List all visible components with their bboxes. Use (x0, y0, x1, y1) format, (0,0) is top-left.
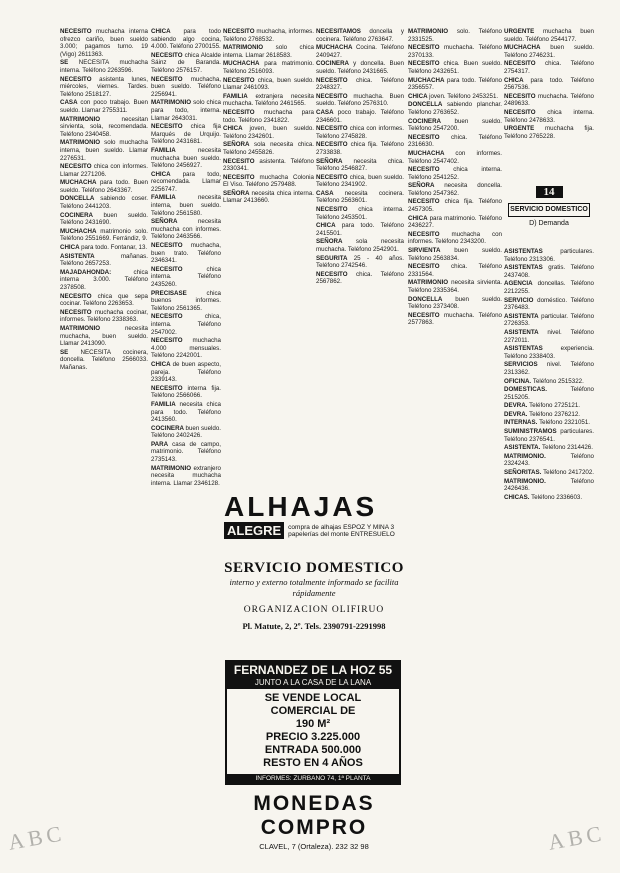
classified-ad: NECESITO chica. Teléfono 2248327. (316, 76, 404, 92)
classified-ad: OFICINA. Teléfono 2515322. (504, 377, 584, 385)
classified-ad: CHICA para todo. Fontanar, 13. (60, 244, 148, 252)
classified-ad: NECESITO muchacha cocinar, informes. Teléfono 2338363. (60, 308, 148, 324)
classified-ad: CHICA para todo. Teléfono 2415501. (316, 222, 404, 237)
classified-ad: CASA con poco trabajo. Buen sueldo. Llamar 2755311. (60, 99, 148, 114)
classified-ad: NECESITO muchacha, buen trato. Teléfono 2346341. (151, 242, 221, 265)
classified-ad: NECESITO chica. Teléfono 2331564. (408, 263, 502, 278)
classified-ad: MATRIMONIO necesita sirvienta. Teléfono 2335364. (408, 279, 502, 294)
classified-ad: URGENTE muchacha buen sueldo. Teléfono 2544177. (504, 28, 594, 43)
alhajas-note: compra de alhajas ESPOZ Y MINA 3 papelerías del monte ENTRESUELO (288, 523, 395, 538)
classified-ad: NECESITO chica fija Marqués de Urquijo. Teléfono 2431681. (151, 123, 221, 146)
classified-ad: FAMILIA necesita chica para todo. Teléfono 2413560. (151, 400, 221, 424)
classified-ad: ASISTENTA. Teléfono 2314426. (504, 444, 593, 452)
classified-ad: NECESITO muchacha para todo. Teléfono 2341822. (223, 108, 314, 124)
classified-ad: NECESITO muchacha interna ofrezco cariño, buen sueldo 3.000; pagamos turno. 19 (Vigo) 2611363. (60, 28, 148, 58)
classified-ad: COCINERA buen sueldo. Teléfono 2431690. (60, 211, 148, 227)
classified-ad: CASA necesita cocinera. Teléfono 2563601. (316, 189, 404, 205)
monedas-ad (222, 792, 406, 852)
classified-ad: SEÑORA necesita doncella. Teléfono 2547362. (408, 182, 502, 197)
classified-ad: CHICA joven, buen sueldo. Teléfono 2342601. (223, 125, 314, 140)
classified-ad: MATRIMONIO. Teléfono 2426436. (504, 477, 594, 493)
classified-ad: SUMINISTRAMOS particulares. Teléfono 2376541. (504, 428, 594, 443)
classified-column-5 (408, 28, 502, 863)
classified-ad: CHICA para todo. Teléfono 2567536. (504, 76, 594, 92)
classified-ad: MAJADAHONDA: chica interna 3.000. Teléfono 2378508. (60, 268, 148, 291)
alhajas-ad (224, 492, 404, 552)
classified-ad: MUCHACHA Cocina. Teléfono 2409427. (316, 44, 404, 59)
classified-ad: FAMILIA extranjera necesita muchacha. Teléfono 2461565. (223, 92, 314, 108)
classified-ad: MUCHACHA matrimonio solo. Teléfono 2551669. Ferrándiz, 9. (60, 227, 148, 243)
classified-ad: SEÑORITAS. Teléfono 2417202. (504, 469, 594, 477)
classified-ad: ASISTENTA mañanas. Teléfono 2657253. (60, 252, 148, 268)
classified-ad: FAMILIA necesita muchacha buen sueldo. Teléfono 2456927. (151, 146, 221, 170)
classified-ad: CHICA de buen aspecto, pareja. Teléfono 2339143. (151, 360, 221, 384)
classified-ad: NECESITO chica interna. Teléfono 2478633. (504, 108, 594, 124)
classified-ad: PRECISASE chica buenos informes. Teléfono 2561365. (151, 289, 221, 312)
classified-ad: DONCELLA sabiendo coser. Teléfono 2441203. (60, 195, 148, 211)
classified-ad: NECESITO chica. Teléfono 2754317. (504, 60, 594, 75)
classified-ad: CHICA joven. Teléfono 2453251. (408, 92, 499, 100)
classified-ad: MUCHACHA con informes. Teléfono 2547402. (408, 149, 502, 165)
section-number: 14 (536, 186, 563, 198)
abc-watermark-right: ABC (546, 820, 607, 855)
section-subtitle: D) Demanda (529, 220, 569, 227)
classified-ad: NECESITO asistenta. Teléfono 2330341. (223, 157, 314, 173)
classified-ad: DOMESTICAS. Teléfono 2515205. (504, 386, 594, 401)
classified-ad: SEÑORA sola necesita muchacha. Teléfono 2542901. (316, 238, 404, 254)
monedas-address: CLAVEL, 7 (Ortaleza). 232 32 98 (259, 842, 369, 851)
classified-ad: ASISTENTAS gratis. Teléfono 2437408. (504, 264, 594, 279)
classified-ad: NECESITO chica. Buen sueldo. Teléfono 2432651. (408, 60, 502, 75)
classified-ad: COCINERA buen sueldo. Teléfono 2547200. (408, 117, 502, 133)
classified-ad: NECESITO muchacha, buen sueldo. Teléfono 2256941. (151, 75, 221, 98)
classified-ad: NECESITO muchacha con informes. Teléfono 2343200. (408, 230, 502, 246)
classified-ad: ASISTENTAS experiencia. Teléfono 2338403. (504, 345, 594, 360)
fernandez-line-5: ENTRADA 500.000 (264, 744, 362, 756)
classified-ad: CHICA para todo sabiendo algo cocina, 4.000. Teléfono 2700155. (151, 28, 221, 51)
classified-ad: SIRVIENTA buen sueldo. Teléfono 2563834. (408, 247, 502, 262)
classified-ad: SEÑORA necesita muchacha con informes. Teléfono 2463566. (151, 218, 221, 241)
classified-ad: NECESITO muchacha. Teléfono 2577863. (408, 311, 502, 327)
classified-ad: SERVICIOS nivel. Teléfono 2313362. (504, 361, 594, 376)
fernandez-heading: FERNANDEZ DE LA HOZ 55 (227, 662, 399, 678)
classified-ad: PARA casa de campo, matrimonio. Teléfono 2735143. (151, 440, 222, 464)
classified-ad: SE NECESITA muchacha interna. Teléfono 2263596. (60, 59, 148, 74)
classified-column-6b (504, 248, 594, 863)
section-header (504, 182, 594, 242)
classified-ad: SE NECESITA cocinera, doncella. Teléfono 2566033. Mañanas. (60, 348, 148, 371)
classified-ad: MUCHACHA buen sueldo. Teléfono 2746231. (504, 44, 594, 59)
classified-ad: DONCELLA buen sueldo. Teléfono 2373408. (408, 295, 502, 311)
classified-column-2 (151, 28, 314, 490)
section-title: SERVICIO DOMESTICO (508, 203, 590, 217)
local-comercial-ad (225, 660, 401, 785)
classified-ad: MATRIMONIO extranjero necesita muchacha interna. Llamar 2346128. (151, 464, 221, 487)
classified-ad: DEVRA. Teléfono 2725121. (504, 402, 581, 410)
classified-ad: MATRIMONIO solo muchacha interna, buen sueldo. Llamar 2276531. (60, 139, 148, 162)
classified-ad: NECESITO chica que sepa cocinar. Teléfono 2263653. (60, 292, 148, 308)
classified-ad: NECESITO chica, interna. Teléfono 2547002. (151, 313, 221, 336)
classified-ad: MATRIMONIO necesitan sirvienta, sola, recomendada. Teléfono 2340458. (60, 115, 148, 138)
classified-ad: NECESITO chica fija. Teléfono 2457305. (408, 198, 502, 214)
classified-column-1 (60, 28, 148, 863)
classified-ad: NECESITO muchacha 4.000 mensuales. Teléfono 2242001. (151, 337, 221, 360)
classified-ad: NECESITO chica, buen sueldo. Llamar 2461093. (223, 76, 314, 92)
classified-ad: MATRIMONIO. Teléfono 2324243. (504, 452, 594, 468)
classified-ad: NECESITO chica interna. Teléfono 2435260. (151, 265, 221, 288)
classified-ad: AGENCIA doncellas. Teléfono 2212255. (504, 280, 594, 295)
classified-ad: SEÑORA necesita chica interna. Llamar 2413660. (223, 189, 314, 205)
classified-subcolumn-2 (151, 28, 221, 490)
fernandez-footer: INFORMES: ZURBANO 74, 1ª PLANTA (227, 774, 399, 783)
classified-ad: SEGURITA 25 - 40 años. Teléfono 2742546. (316, 254, 404, 270)
classified-ad: SEÑORA necesita chica. Teléfono 2546827. (316, 157, 404, 173)
classified-ad: NECESITO asistenta lunes, miércoles, viernes. Tardes. Teléfono 2518127. (60, 75, 148, 98)
monedas-title: MONEDAS COMPRO (253, 792, 375, 839)
servicio-title: SERVICIO DOMESTICO (224, 560, 404, 576)
classified-ad: MATRIMONIO necesita muchacha, buen sueldo. Llamar 2413090. (60, 324, 148, 348)
fernandez-body (227, 689, 399, 770)
classified-ad: INTERNAS. Teléfono 2321051. (504, 419, 590, 427)
classified-ad: COCINERA buen sueldo. Teléfono 2402426. (151, 424, 221, 440)
classified-ad: NECESITO chica interna. Teléfono 2541252. (408, 166, 502, 181)
classified-ad: NECESITO chica con informes. Teléfono 2745828. (316, 125, 404, 140)
classified-ad: CHICAS. Teléfono 2336603. (504, 493, 583, 501)
fernandez-line-4: PRECIO 3.225.000 (265, 731, 361, 743)
fernandez-line-1: SE VENDE LOCAL (264, 692, 362, 704)
fernandez-line-6: RESTO EN 4 AÑOS (263, 757, 363, 769)
classified-column-6a (504, 28, 594, 178)
classified-ad: ASISTENTA nivel. Teléfono 2272011. (504, 328, 594, 344)
classified-ad: NECESITO chica. Teléfono 2567862. (316, 270, 404, 286)
classified-ad: DEVRA. Teléfono 2376212. (504, 410, 581, 418)
classified-ad: NECESITO chica fija. Teléfono 2733838. (316, 141, 404, 156)
fernandez-subheading: JUNTO A LA CASA DE LA LANA (227, 678, 399, 689)
classified-ad: MATRIMONIO solo chica para todo, interna. Llamar 2643031. (151, 99, 221, 122)
classified-ad: CASA poco trabajo. Teléfono 2346601. (316, 108, 404, 124)
classified-ad: MUCHACHA para todo. Buen sueldo. Teléfono 2643367. (60, 179, 148, 194)
fernandez-line-3: 190 M² (295, 718, 331, 730)
classified-ad: NECESITO chica con informes. Llamar 2271206. (60, 163, 148, 178)
fernandez-line-2: COMERCIAL DE (270, 705, 356, 717)
classified-ad: NECESITO chica Alcalde Sáinz de Baranda. Teléfono 2576157. (151, 51, 221, 74)
classified-ad: NECESITO chica interna. Teléfono 2453501. (316, 206, 404, 221)
classified-ad: ASISTENTAS particulares. Teléfono 2313306. (504, 248, 594, 263)
classified-ad: FAMILIA necesita interna, buen sueldo. Teléfono 2561580. (151, 194, 221, 217)
classified-ad: NECESITO muchacha. Teléfono 2370133. (408, 44, 502, 59)
alegre-label: ALEGRE (224, 522, 284, 539)
classified-ad: NECESITO muchacha, informes. Teléfono 2768532. (223, 28, 314, 43)
classified-ad: MATRIMONIO solo. Teléfono 2331525. (408, 28, 502, 43)
abc-watermark-left: ABC (6, 820, 67, 855)
classified-ad: SERVICIO doméstico. Teléfono 2376483. (504, 296, 594, 312)
servicio-address: Pl. Matute, 2, 2º. Tels. 2390791-2291998 (242, 621, 386, 631)
classified-ad: ASISTENTA particular. Teléfono 2726353. (504, 312, 594, 328)
classified-ad: CHICA para matrimonio. Teléfono 2436227. (408, 214, 502, 230)
classified-ad: MUCHACHA para matrimonio. Teléfono 2516093. (223, 60, 314, 75)
classified-ad: NECESITO muchacha Colonia El Viso. Teléfono 2579488. (223, 173, 314, 189)
classified-ad: MATRIMONIO solo chica interna. Llamar 2618583. (223, 44, 314, 59)
classified-ad: DONCELLA sabiendo planchar. Teléfono 2763652. (408, 101, 502, 116)
classified-ad: URGENTE muchacha fija. Teléfono 2765228. (504, 125, 594, 140)
classified-ad: SEÑORA sola necesita chica. Teléfono 2455826. (223, 141, 314, 156)
servicio-subtitle: interno y externo totalmente informado se facilita rápidamente (229, 577, 399, 598)
classified-ad: NECESITO interna fija. Teléfono 2566066. (151, 384, 221, 400)
classified-ad: NECESITO muchacha. Teléfono 2489633. (504, 92, 594, 108)
classified-ad: NECESITO chica. Teléfono 2316630. (408, 133, 502, 149)
classified-ad: NECESITO muchacha. Buen sueldo. Teléfono 2576310. (316, 92, 404, 108)
classified-ad: CHICA para todo, recomendada. Llamar 2256747. (151, 170, 221, 193)
classified-ad: MUCHACHA para todo. Teléfono 2356557. (408, 76, 502, 92)
classified-ad: NECESITO chica, buen sueldo. Teléfono 2341902. (316, 173, 404, 189)
classified-ad: NECESITAMOS doncella y cocinera. Teléfono 2763647. (316, 28, 404, 43)
classified-ad: COCINERA y doncella. Buen sueldo. Teléfono 2431665. (316, 60, 404, 75)
servicio-organization: ORGANIZACION OLIFIRUO (243, 605, 385, 615)
alhajas-title: ALHAJAS (224, 491, 378, 522)
classified-subcolumn-3 (223, 28, 314, 490)
servicio-domestico-ad (222, 556, 406, 654)
